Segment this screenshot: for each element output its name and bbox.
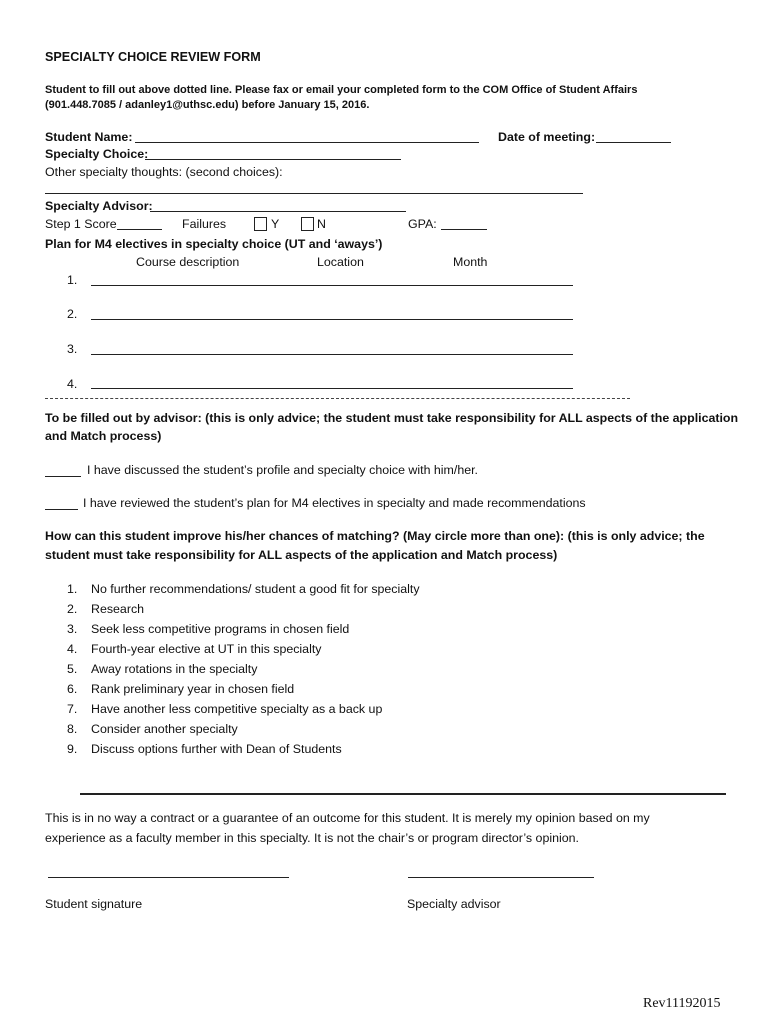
recommendation-item[interactable]: Fourth-year elective at UT in this specialty bbox=[91, 642, 322, 656]
student-signature-line[interactable] bbox=[48, 877, 289, 878]
date-of-meeting-field[interactable] bbox=[596, 142, 671, 143]
column-location: Location bbox=[317, 255, 364, 269]
elective-number: 1. bbox=[67, 273, 78, 287]
m4-electives-plan-heading: Plan for M4 electives in specialty choice (UT and ‘aways’) bbox=[45, 237, 383, 251]
reviewed-plan-checkline[interactable] bbox=[45, 509, 78, 510]
step1-score-label: Step 1 Score bbox=[45, 217, 117, 231]
disclaimer-line2: experience as a faculty member in this specialty. It is not the chair’s or program director’s opinion. bbox=[45, 831, 579, 845]
recommendation-number: 9. bbox=[67, 742, 78, 756]
gpa-field[interactable] bbox=[441, 229, 487, 230]
disclaimer-line1: This is in no way a contract or a guarantee of an outcome for this student. It is merely my opinion based on my bbox=[45, 811, 650, 825]
specialty-advisor-signature-line[interactable] bbox=[408, 877, 594, 878]
student-name-field[interactable] bbox=[135, 142, 479, 143]
date-of-meeting-label: Date of meeting: bbox=[498, 130, 596, 144]
failures-no-checkbox[interactable] bbox=[301, 217, 314, 231]
step1-score-field[interactable] bbox=[117, 229, 162, 230]
failures-yes-label: Y bbox=[271, 217, 280, 231]
recommendation-number: 6. bbox=[67, 682, 78, 696]
failures-yes-checkbox[interactable] bbox=[254, 217, 267, 231]
specialty-advisor-label: Specialty Advisor: bbox=[45, 199, 153, 213]
recommendation-number: 8. bbox=[67, 722, 78, 736]
specialty-choice-label: Specialty Choice: bbox=[45, 147, 149, 161]
student-signature-label: Student signature bbox=[45, 897, 143, 911]
section-divider bbox=[80, 793, 726, 795]
elective-number: 4. bbox=[67, 377, 78, 391]
column-month: Month bbox=[453, 255, 488, 269]
other-specialty-thoughts-field[interactable] bbox=[45, 193, 583, 194]
recommendation-number: 3. bbox=[67, 622, 78, 636]
elective-number: 2. bbox=[67, 307, 78, 321]
elective-line-3[interactable] bbox=[91, 354, 573, 355]
recommendation-item[interactable]: Discuss options further with Dean of Students bbox=[91, 742, 342, 756]
dotted-separator-line bbox=[45, 398, 630, 399]
student-name-label: Student Name: bbox=[45, 130, 133, 144]
improve-chances-question-line2: student must take responsibility for ALL aspects of the application and Match process) bbox=[45, 548, 558, 562]
specialty-choice-field[interactable] bbox=[145, 159, 401, 160]
instructions-line2: (901.448.7085 / adanley1@uthsc.edu) before January 15, 2016. bbox=[45, 99, 370, 111]
recommendation-number: 4. bbox=[67, 642, 78, 656]
recommendation-item[interactable]: Research bbox=[91, 602, 145, 616]
discussed-profile-checkline[interactable] bbox=[45, 476, 81, 477]
recommendation-number: 2. bbox=[67, 602, 78, 616]
recommendation-item[interactable]: Rank preliminary year in chosen field bbox=[91, 682, 295, 696]
revision-code: Rev11192015 bbox=[643, 996, 721, 1011]
column-course-description: Course description bbox=[136, 255, 240, 269]
elective-line-1[interactable] bbox=[91, 285, 573, 286]
recommendation-number: 5. bbox=[67, 662, 78, 676]
discussed-profile-statement: I have discussed the student’s profile and specialty choice with him/her. bbox=[87, 463, 478, 477]
recommendation-item[interactable]: Seek less competitive programs in chosen field bbox=[91, 622, 350, 636]
failures-label: Failures bbox=[182, 217, 227, 231]
reviewed-plan-statement: I have reviewed the student’s plan for M4 electives in specialty and made recommendations bbox=[83, 496, 586, 510]
elective-number: 3. bbox=[67, 342, 78, 356]
advisor-section-heading-line2: and Match process) bbox=[45, 429, 162, 443]
recommendation-item[interactable]: Consider another specialty bbox=[91, 722, 238, 736]
instructions-line1: Student to fill out above dotted line. Please fax or email your completed form to the COM Office of Student Affairs bbox=[45, 84, 638, 96]
recommendation-item[interactable]: Have another less competitive specialty as a back up bbox=[91, 702, 383, 716]
recommendation-number: 1. bbox=[67, 582, 78, 596]
gpa-label: GPA: bbox=[408, 217, 437, 231]
form-title: SPECIALTY CHOICE REVIEW FORM bbox=[45, 50, 261, 64]
specialty-advisor-field[interactable] bbox=[150, 211, 406, 212]
recommendation-item[interactable]: No further recommendations/ student a good fit for specialty bbox=[91, 582, 420, 596]
recommendation-item[interactable]: Away rotations in the specialty bbox=[91, 662, 258, 676]
other-specialty-thoughts-label: Other specialty thoughts: (second choices): bbox=[45, 165, 283, 179]
failures-no-label: N bbox=[317, 217, 326, 231]
elective-line-4[interactable] bbox=[91, 388, 573, 389]
specialty-advisor-signature-label: Specialty advisor bbox=[407, 897, 501, 911]
elective-line-2[interactable] bbox=[91, 319, 573, 320]
advisor-section-heading-line1: To be filled out by advisor: (this is only advice; the student must take responsibility for ALL aspects of the application bbox=[45, 411, 739, 425]
recommendation-number: 7. bbox=[67, 702, 78, 716]
improve-chances-question-line1: How can this student improve his/her chances of matching? (May circle more than one): (this is only advice; the bbox=[45, 529, 705, 543]
